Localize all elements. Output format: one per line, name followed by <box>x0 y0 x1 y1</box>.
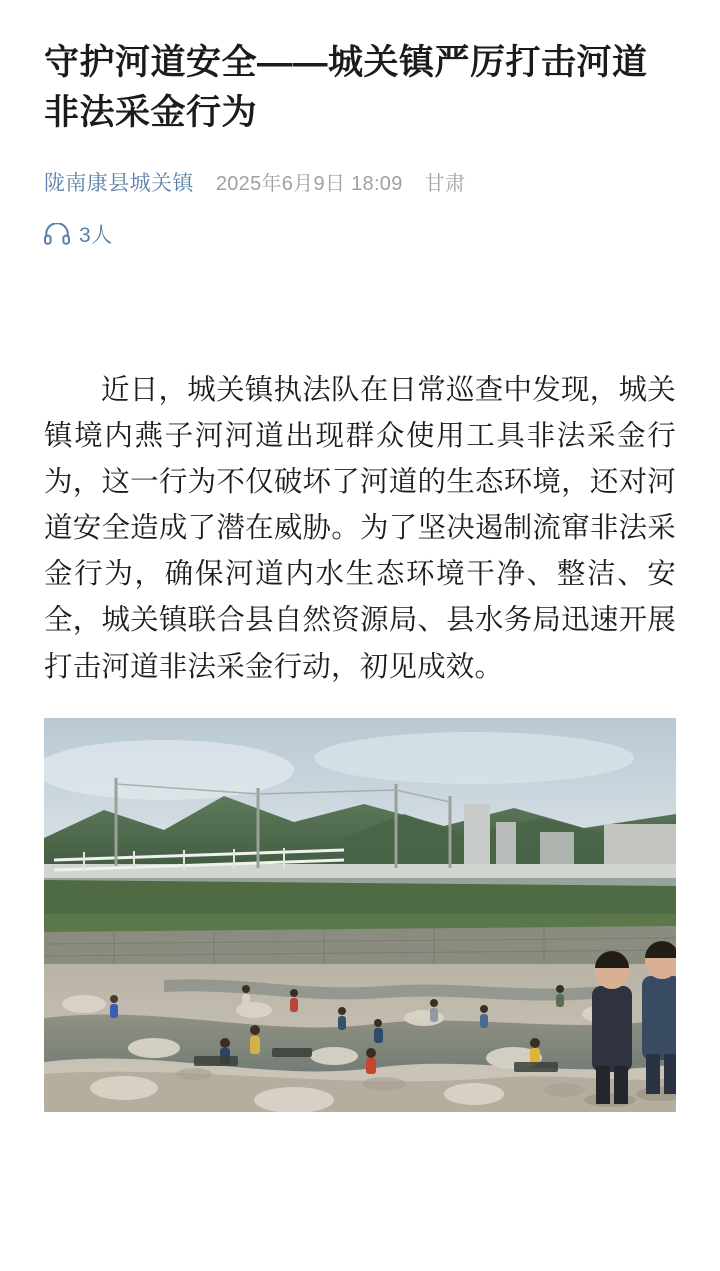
article-meta <box>44 171 676 196</box>
listen-button[interactable] <box>44 219 676 249</box>
publish-date: 2025年6月9日 18:09 <box>215 172 403 195</box>
region-label: 甘肃 <box>424 172 466 195</box>
river-enforcement-photo <box>44 718 676 1112</box>
page-title: 守护河道安全——城关镇严厉打击河道非法采金行为 <box>44 43 648 132</box>
article-paragraph: 近日，城关镇执法队在日常巡查中发现，城关镇境内燕子河河道出现群众使用工具非法采金行为，这一行为不仅破坏了河道的生态环境，还对河道安全造成了潜在威胁。为了坚决遏制流窜非法采金行为，确保河道内水生态环境干净、整洁、安全，城关镇联合县自然资源局、县水务局迅速开展打击河道非法采金行动，初见成效。 <box>44 373 676 683</box>
headphone-icon <box>44 223 70 245</box>
article-body <box>44 367 676 690</box>
author-link[interactable]: 陇南康县城关镇 <box>44 172 194 196</box>
content-spacer <box>44 249 676 367</box>
listen-count: 3人 <box>79 223 113 247</box>
